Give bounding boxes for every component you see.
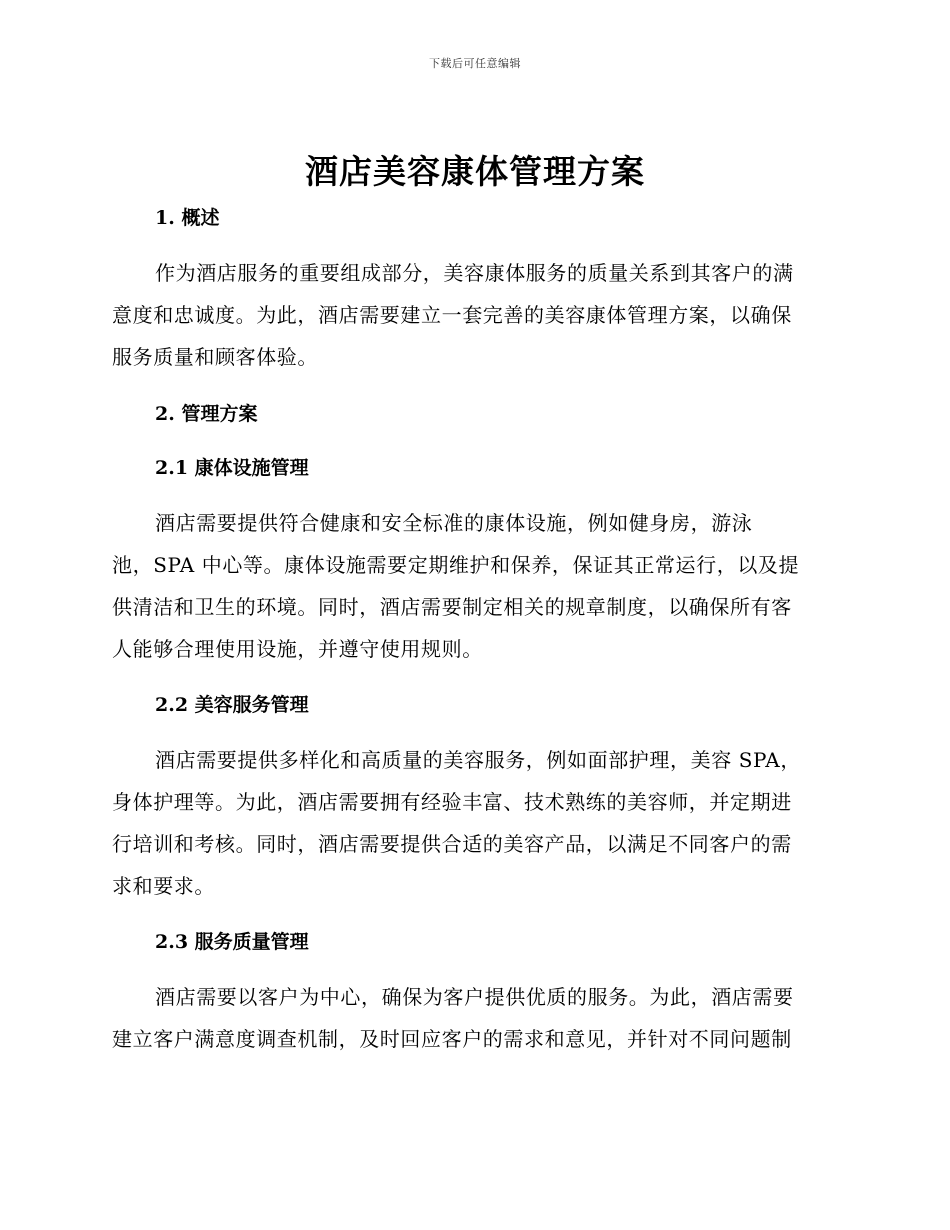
document-title: 酒店美容康体管理方案 xyxy=(305,152,645,191)
paragraph-line: 行培训和考核。同时，酒店需要提供合适的美容产品，以满足不同客户的需 xyxy=(112,832,792,856)
paragraph-line: 作为酒店服务的重要组成部分，美容康体服务的质量关系到其客户的满 xyxy=(155,261,794,285)
paragraph-line: 意度和忠诚度。为此，酒店需要建立一套完善的美容康体管理方案，以确保 xyxy=(112,303,792,327)
paragraph-line: 身体护理等。为此，酒店需要拥有经验丰富、技术熟练的美容师，并定期进 xyxy=(112,790,792,814)
paragraph-line: 建立客户满意度调查机制，及时回应客户的需求和意见，并针对不同问题制 xyxy=(112,1027,792,1051)
paragraph-line: 池，SPA 中心等。康体设施需要定期维护和保养，保证其正常运行，以及提 xyxy=(112,553,800,577)
paragraph-facilities xyxy=(112,502,832,670)
section-heading-facilities: 2.1 康体设施管理 xyxy=(155,457,309,479)
page-header: 下载后可任意编辑 xyxy=(429,57,521,70)
paragraph-line: 供清洁和卫生的环境。同时，酒店需要制定相关的规章制度，以确保所有客 xyxy=(112,595,792,619)
paragraph-line: 酒店需要以客户为中心，确保为客户提供优质的服务。为此，酒店需要 xyxy=(155,985,794,1009)
paragraph-line: 求和要求。 xyxy=(112,874,215,898)
section-heading-management-plan: 2. 管理方案 xyxy=(155,403,258,425)
paragraph-overview xyxy=(112,252,832,378)
paragraph-line: 酒店需要提供多样化和高质量的美容服务，例如面部护理，美容 SPA， xyxy=(155,748,801,772)
paragraph-service-quality xyxy=(112,976,832,1060)
section-heading-beauty-services: 2.2 美容服务管理 xyxy=(155,694,309,716)
paragraph-line: 服务质量和顾客体验。 xyxy=(112,345,318,369)
section-heading-service-quality: 2.3 服务质量管理 xyxy=(155,931,309,953)
paragraph-beauty-services xyxy=(112,739,832,907)
paragraph-line: 酒店需要提供符合健康和安全标准的康体设施，例如健身房，游泳 xyxy=(155,511,753,535)
section-heading-overview: 1. 概述 xyxy=(155,207,220,229)
paragraph-line: 人能够合理使用设施，并遵守使用规则。 xyxy=(112,637,483,661)
